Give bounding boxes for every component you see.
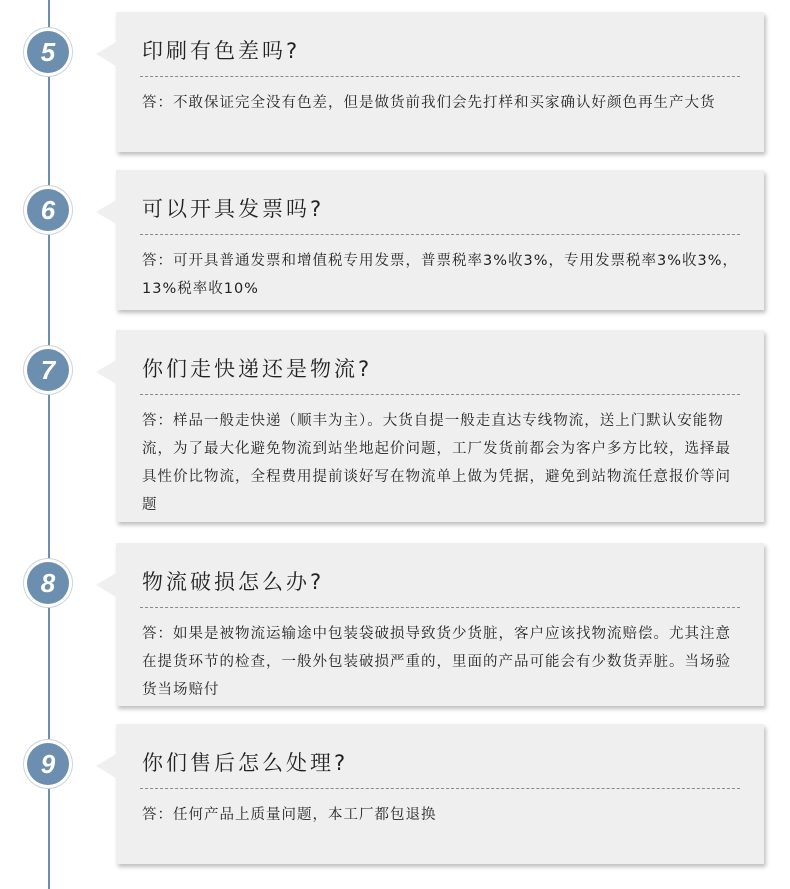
step-number: 8 bbox=[40, 567, 56, 598]
faq-divider bbox=[140, 607, 740, 608]
faq-answer: 答：任何产品上质量问题，本工厂都包退换 bbox=[142, 807, 437, 823]
step-number-badge bbox=[27, 189, 69, 231]
faq-card bbox=[116, 12, 764, 152]
step-number-badge bbox=[27, 31, 69, 73]
step-number-badge bbox=[27, 743, 69, 785]
faq-card bbox=[116, 543, 764, 706]
step-number: 6 bbox=[40, 194, 56, 225]
faq-card bbox=[116, 724, 764, 864]
faq-divider bbox=[140, 394, 740, 395]
faq-question: 你们售后怎么处理? bbox=[142, 751, 349, 775]
faq-answer: 答：如果是被物流运输途中包装袋破损导致货少货脏，客户应该找物流赔偿。尤其注意在提货环节的检查，一般外包装破损严重的，里面的产品可能会有少数货弄脏。当场验货当场赔付 bbox=[142, 626, 731, 698]
step-number-badge bbox=[27, 349, 69, 391]
faq-answer: 答：可开具普通发票和增值税专用发票，普票税率3%收3%，专用发票税率3%收3%，13%税率收10% bbox=[142, 253, 739, 297]
step-number: 5 bbox=[40, 36, 56, 67]
faq-divider bbox=[140, 788, 740, 789]
faq-question: 你们走快递还是物流? bbox=[142, 357, 373, 381]
faq-question: 可以开具发票吗? bbox=[142, 197, 325, 221]
faq-divider bbox=[140, 234, 740, 235]
faq-question: 印刷有色差吗? bbox=[142, 39, 301, 63]
faq-question: 物流破损怎么办? bbox=[142, 570, 325, 594]
step-number-badge bbox=[27, 562, 69, 604]
faq-answer: 答：不敢保证完全没有色差，但是做货前我们会先打样和买家确认好颜色再生产大货 bbox=[142, 95, 716, 111]
faq-divider bbox=[140, 76, 740, 77]
step-number: 7 bbox=[40, 354, 56, 385]
faq-card bbox=[116, 170, 764, 310]
faq-card bbox=[116, 330, 764, 522]
faq-answer: 答：样品一般走快递（顺丰为主）。大货自提一般走直达专线物流，送上门默认安能物流，为了最大化避免物流到站坐地起价问题，工厂发货前都会为客户多方比较，选择最具性价比物流，全程费用提前谈好写在物流单上做为凭据，避免到站物流任意报价等问题 bbox=[142, 413, 731, 513]
step-number: 9 bbox=[40, 748, 56, 779]
